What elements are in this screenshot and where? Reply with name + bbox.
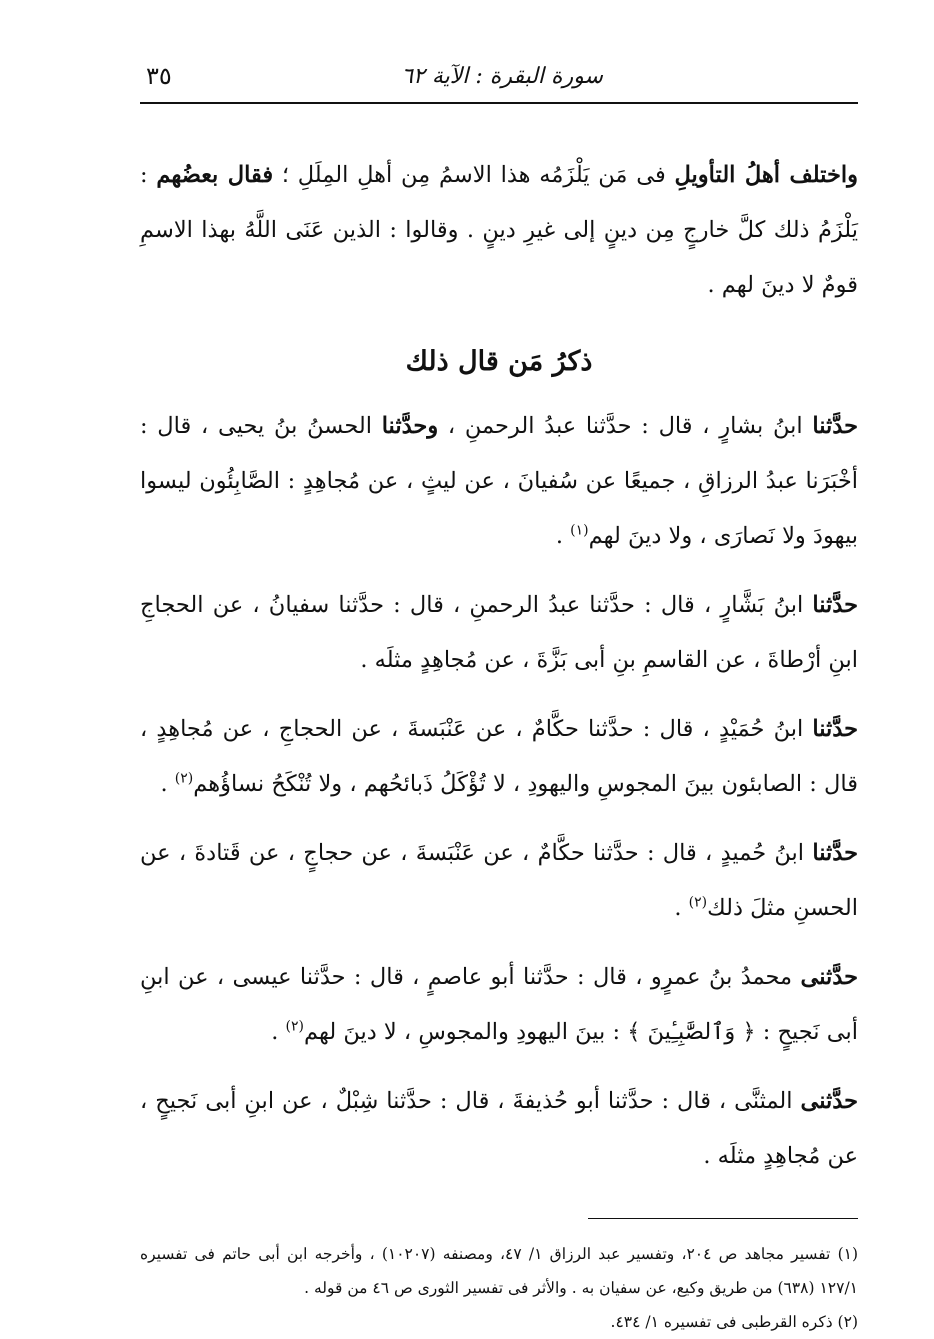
narration-paragraph xyxy=(140,578,858,688)
narration-bold: وحدَّثنا xyxy=(381,413,439,439)
intro-bold-2: فقال بعضُهم xyxy=(156,162,274,188)
narration-lead: حدَّثنا xyxy=(812,592,858,618)
narration-text: ابنُ حُميدٍ ، قال : حدَّثنا حكَّامٌ ، عن عَنْبَسةَ ، عن حجاجٍ ، عن قَتادةَ ، عن الحسنِ مثلَ ذلك xyxy=(140,840,858,921)
narration-paragraph xyxy=(140,1074,858,1184)
narration-paragraph xyxy=(140,702,858,812)
narrations xyxy=(140,399,858,1184)
narration-lead: حدَّثنا xyxy=(812,716,858,742)
narration-paragraph xyxy=(140,950,858,1060)
intro-text-2: : يَلْزَمُ ذلك كلَّ خارجٍ مِن دينٍ إلى غيرِ دينٍ . وقالوا : الذين عَنَى اللَّهُ بهذا الاسمِ قومٌ لا دينَ لهم . xyxy=(140,162,858,298)
narration-end: . xyxy=(674,895,689,921)
section-heading: ذكرُ مَن قال ذلك xyxy=(405,346,593,377)
narration-lead: حدَّثنا xyxy=(812,413,859,439)
running-header xyxy=(140,52,858,104)
narration-paragraph xyxy=(140,399,858,564)
narration-paragraph xyxy=(140,826,858,936)
narration-lead: حدَّثنا xyxy=(812,840,858,866)
footnote-marker: (٢) xyxy=(688,894,708,911)
narration-end: . xyxy=(160,771,175,797)
narration-text: محمدُ بنُ عمرٍو ، قال : حدَّثنا أبو عاصمٍ ، قال : حدَّثنا عيسى ، عن ابنِ أبى نَجيحٍ : ﴿ وَٱلصَّٰبِـِٔينَ ﴾ : بينَ اليهودِ والمجوسِ ، لا دينَ لهم xyxy=(140,964,858,1045)
narration-text-2: الحسنُ بنُ يحيى ، قال : أخْبَرَنا عبدُ الرزاقِ ، جميعًا عن سُفيانَ ، عن ليثٍ ، عن مُجاهِدٍ : الصَّابِئُون ليسوا بيهودَ ولا نَصارَى ، ولا دينَ لهم xyxy=(140,413,858,549)
narration-end: . xyxy=(271,1019,286,1045)
narration-end: . xyxy=(555,523,571,549)
narration-text: ابنُ بَشَّارٍ ، قال : حدَّثنا عبدُ الرحمنِ ، قال : حدَّثنا سفيانُ ، عن الحجاجِ ابنِ أرْطاةَ ، عن القاسمِ بنِ أبى بَزَّةَ ، عن مُجاهِدٍ مثلَه . xyxy=(140,592,858,673)
narration-lead: حدَّثنى xyxy=(800,1088,858,1114)
page-number: ٣٥ xyxy=(146,62,172,90)
footnotes xyxy=(140,1237,858,1339)
narration-lead: حدَّثنى xyxy=(800,964,858,990)
footnote-2: (٢) ذكره القرطبى فى تفسيره ١/ ٤٣٤. xyxy=(610,1313,858,1331)
intro-text-1: فى مَن يَلْزَمُه هذا الاسمُ مِن أهلِ المِلَلِ ؛ xyxy=(273,162,675,188)
running-title: سورة البقرة : الآية ٦٢ xyxy=(401,64,603,89)
footnote-marker: (٢) xyxy=(174,770,194,787)
narration-text: ابنُ حُمَيْدٍ ، قال : حدَّثنا حكَّامٌ ، عن عَنْبَسةَ ، عن الحجاجِ ، عن مُجاهِدٍ ، قال : الصابئون بينَ المجوسِ واليهودِ ، لا تُؤْكَلُ ذَبائحُهم ، ولا تُنْكَحُ نساؤُهم xyxy=(140,716,858,797)
narration-text: المثنَّى ، قال : حدَّثنا أبو حُذيفةَ ، قال : حدَّثنا شِبْلٌ ، عن ابنِ أبى نَجيحٍ ، عن مُجاهِدٍ مثلَه . xyxy=(140,1088,858,1169)
intro-lead: واختلف أهلُ التأويلِ xyxy=(674,162,858,188)
footnote-divider xyxy=(588,1218,858,1219)
footnote-1: (١) تفسير مجاهد ص ٢٠٤، وتفسير عبد الرزاق ١/ ٤٧، ومصنفه (١٠٢٠٧) ، وأخرجه ابن أبى حاتم فى تفسيره ١٢٧/١ (٦٣٨) من طريق وكيع، عن سفيان به . والأثر فى تفسير الثورى ص ٤٦ من قوله . xyxy=(140,1245,859,1297)
footnote-marker: (١) xyxy=(570,522,589,539)
footnote-marker: (٢) xyxy=(285,1018,305,1035)
narration-text: ابنُ بشارٍ ، قال : حدَّثنا عبدُ الرحمنِ ، xyxy=(438,413,813,439)
book-page xyxy=(140,52,858,1339)
intro-paragraph xyxy=(140,148,858,313)
